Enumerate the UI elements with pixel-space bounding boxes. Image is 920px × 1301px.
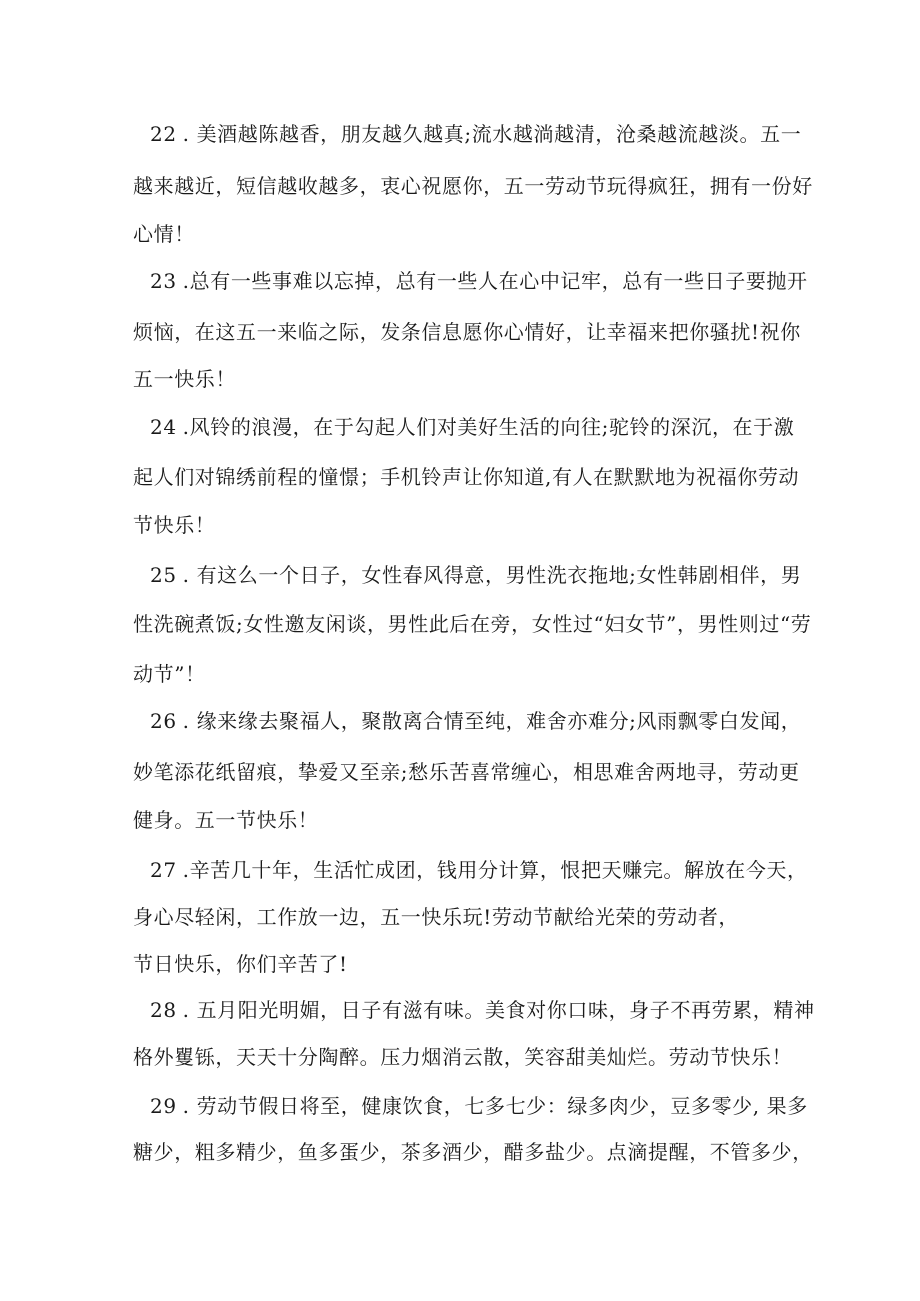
- paragraph-23-line-2: 烦恼，在这五一来临之际，发条信息愿你心情好，让幸福来把你骚扰!祝你: [133, 320, 801, 344]
- paragraph-23-line-3: 五一快乐！: [133, 367, 236, 391]
- paragraph-25-line-2: 性洗碗煮饭;女性邀友闲谈，男性此后在旁，女性过“妇女节”，男性则过“劳: [133, 612, 812, 636]
- paragraph-number: 25: [150, 563, 177, 587]
- paragraph-number: 28: [150, 998, 177, 1022]
- paragraph-number: 26: [150, 709, 177, 733]
- paragraph-28-line-1: [150, 992, 830, 1028]
- paragraph-23-line-1: [150, 263, 830, 299]
- paragraph-24-line-2: 起人们对锦绣前程的憧憬；手机铃声让你知道,有人在默默地为祝福你劳动: [133, 465, 800, 489]
- paragraph-number: 23: [150, 269, 177, 293]
- paragraph-26-line-1: [150, 703, 830, 739]
- paragraph-number: 29: [150, 1094, 177, 1118]
- paragraph-27-line-1: [150, 852, 830, 888]
- paragraph-24-line-3: 节快乐！: [133, 513, 216, 537]
- paragraph-text: . 有这么一个日子，女性春风得意，男性洗衣拖地;女性韩剧相伴，男: [182, 563, 802, 587]
- paragraph-26-line-3: 健身。五一节快乐！: [133, 808, 319, 832]
- paragraph-text: . 劳动节假日将至，健康饮食，七多七少：绿多肉少，豆多零少, 果多: [182, 1094, 808, 1118]
- paragraph-text: .风铃的浪漫，在于勾起人们对美好生活的向往;驼铃的深沉，在于激: [182, 415, 795, 439]
- paragraph-text: . 美酒越陈越香，朋友越久越真;流水越淌越清，沧桑越流越淡。五一: [182, 122, 802, 146]
- paragraph-number: 24: [150, 415, 177, 439]
- paragraph-22-line-1: [150, 116, 830, 152]
- paragraph-24-line-1: [150, 409, 830, 445]
- paragraph-29-line-2: 糖少，粗多精少，鱼多蛋少，茶多酒少，醋多盐少。点滴提醒，不管多少，: [133, 1140, 813, 1164]
- paragraph-29-line-1: [150, 1088, 830, 1124]
- paragraph-number: 22: [150, 122, 177, 146]
- paragraph-text: . 缘来缘去聚福人，聚散离合情至纯，难舍亦难分;风雨飘零白发闻，: [182, 709, 802, 733]
- paragraph-text: . 五月阳光明媚，日子有滋有味。美食对你口味，身子不再劳累，精神: [182, 998, 815, 1022]
- paragraph-27-line-3: 节日快乐，你们辛苦了!: [133, 952, 348, 976]
- paragraph-22-line-2: 越来越近，短信越收越多，衷心祝愿你，五一劳动节玩得疯狂，拥有一份好: [133, 174, 813, 198]
- paragraph-26-line-2: 妙笔添花纸留痕，挚爱又至亲;愁乐苦喜常缠心，相思难舍两地寻，劳动更: [133, 760, 800, 784]
- paragraph-27-line-2: 身心尽轻闲，工作放一边，五一快乐玩!劳动节献给光荣的劳动者，: [133, 905, 740, 929]
- paragraph-22-line-3: 心情！: [133, 222, 195, 246]
- paragraph-text: .辛苦几十年，生活忙成团，钱用分计算，恨把天赚完。解放在今天，: [182, 858, 808, 882]
- paragraph-25-line-1: [150, 557, 830, 593]
- paragraph-25-line-3: 动节”！: [133, 662, 206, 686]
- paragraph-text: .总有一些事难以忘掉，总有一些人在心中记牢，总有一些日子要抛开: [182, 269, 808, 293]
- paragraph-28-line-2: 格外矍铄，天天十分陶醉。压力烟消云散，笑容甜美灿烂。劳动节快乐！: [133, 1045, 793, 1069]
- paragraph-number: 27: [150, 858, 177, 882]
